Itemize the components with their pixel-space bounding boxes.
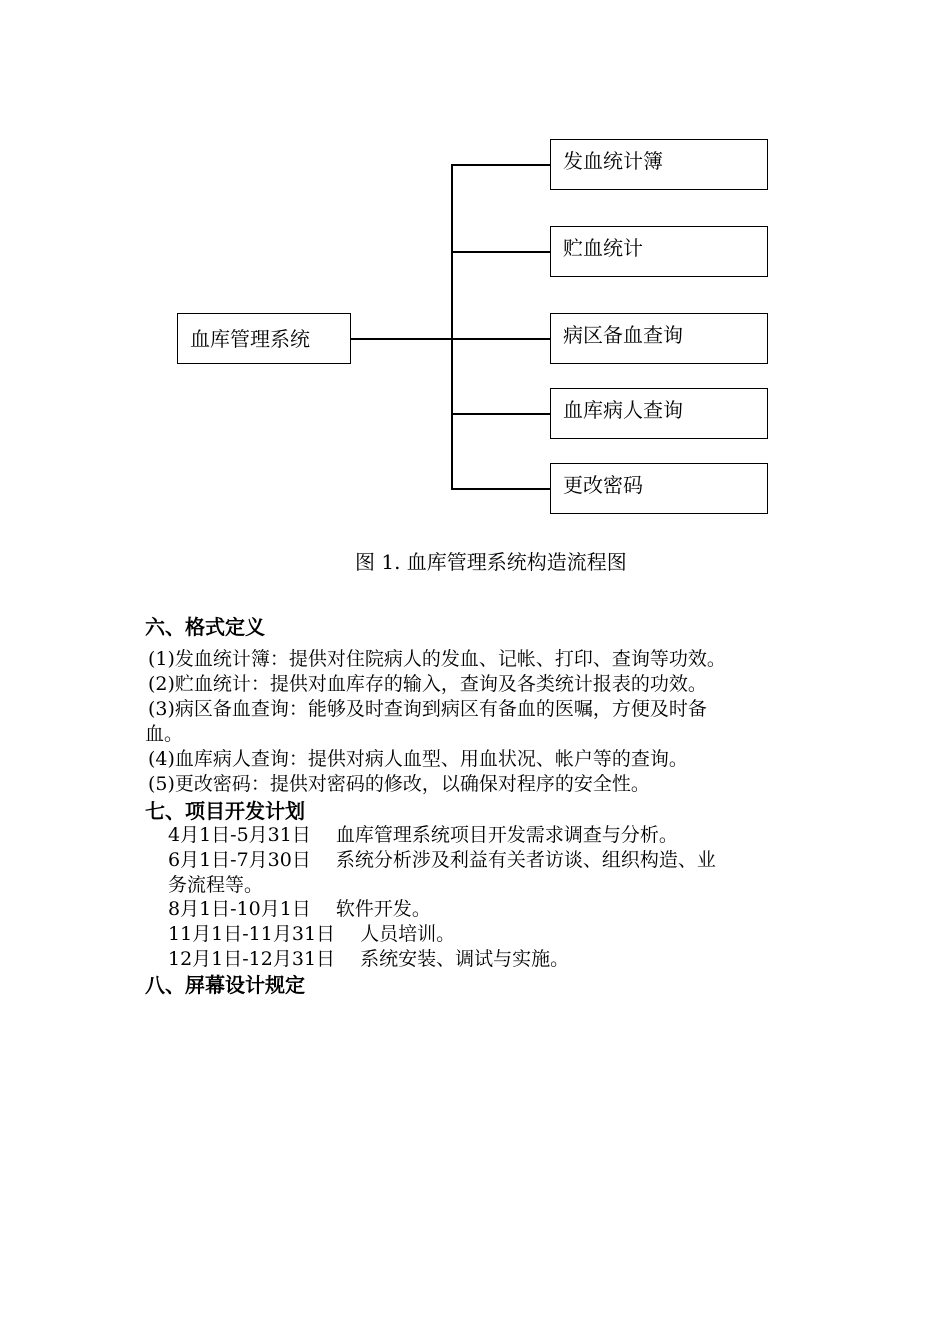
schedule-item: 11月1日-11月31日 人员培训。 <box>168 923 456 945</box>
branch-line-1 <box>451 164 551 166</box>
branch-line-2 <box>451 251 551 253</box>
figure-caption: 图 1. 血库管理系统构造流程图 <box>355 550 627 574</box>
diagram-child-node <box>550 226 768 277</box>
schedule-item: 务流程等。 <box>168 874 264 896</box>
child-node-label: 更改密码 <box>563 473 643 497</box>
child-node-label: 贮血统计 <box>563 236 643 260</box>
diagram-child-node <box>550 313 768 364</box>
schedule-item: 12月1日-12月31日 系统安装、调试与实施。 <box>168 948 570 970</box>
branch-line-3 <box>451 338 551 340</box>
section-heading: 七、项目开发计划 <box>145 799 305 823</box>
child-node-label: 病区备血查询 <box>563 323 683 347</box>
schedule-item: 6月1日-7月30日 系统分析涉及利益有关者访谈、组织构造、业 <box>168 849 716 871</box>
list-item: (2)贮血统计：提供对血库存的输入，查询及各类统计报表的功效。 <box>148 673 707 695</box>
section-heading: 八、屏幕设计规定 <box>145 973 305 997</box>
diagram-root-node <box>177 313 351 364</box>
schedule-item: 8月1日-10月1日 软件开发。 <box>168 898 431 920</box>
child-node-label: 发血统计簿 <box>563 149 663 173</box>
schedule-item: 4月1日-5月31日 血库管理系统项目开发需求调查与分析。 <box>168 824 678 846</box>
diagram-child-node <box>550 388 768 439</box>
list-item: (3)病区备血查询：能够及时查询到病区有备血的医嘱，方便及时备 <box>148 698 707 720</box>
vertical-trunk-line <box>451 164 453 489</box>
branch-line-4 <box>451 413 551 415</box>
list-item: 血。 <box>145 723 184 745</box>
diagram-child-node <box>550 463 768 514</box>
section-heading: 六、格式定义 <box>145 615 265 639</box>
root-node-label: 血库管理系统 <box>190 326 310 351</box>
list-item: (5)更改密码：提供对密码的修改，以确保对程序的安全性。 <box>148 773 650 795</box>
child-node-label: 血库病人查询 <box>563 398 683 422</box>
root-connector-line <box>351 338 452 340</box>
diagram-child-node <box>550 139 768 190</box>
list-item: (4)血库病人查询：提供对病人血型、用血状况、帐户等的查询。 <box>148 748 688 770</box>
list-item: (1)发血统计簿：提供对住院病人的发血、记帐、打印、查询等功效。 <box>148 648 726 670</box>
branch-line-5 <box>451 488 551 490</box>
